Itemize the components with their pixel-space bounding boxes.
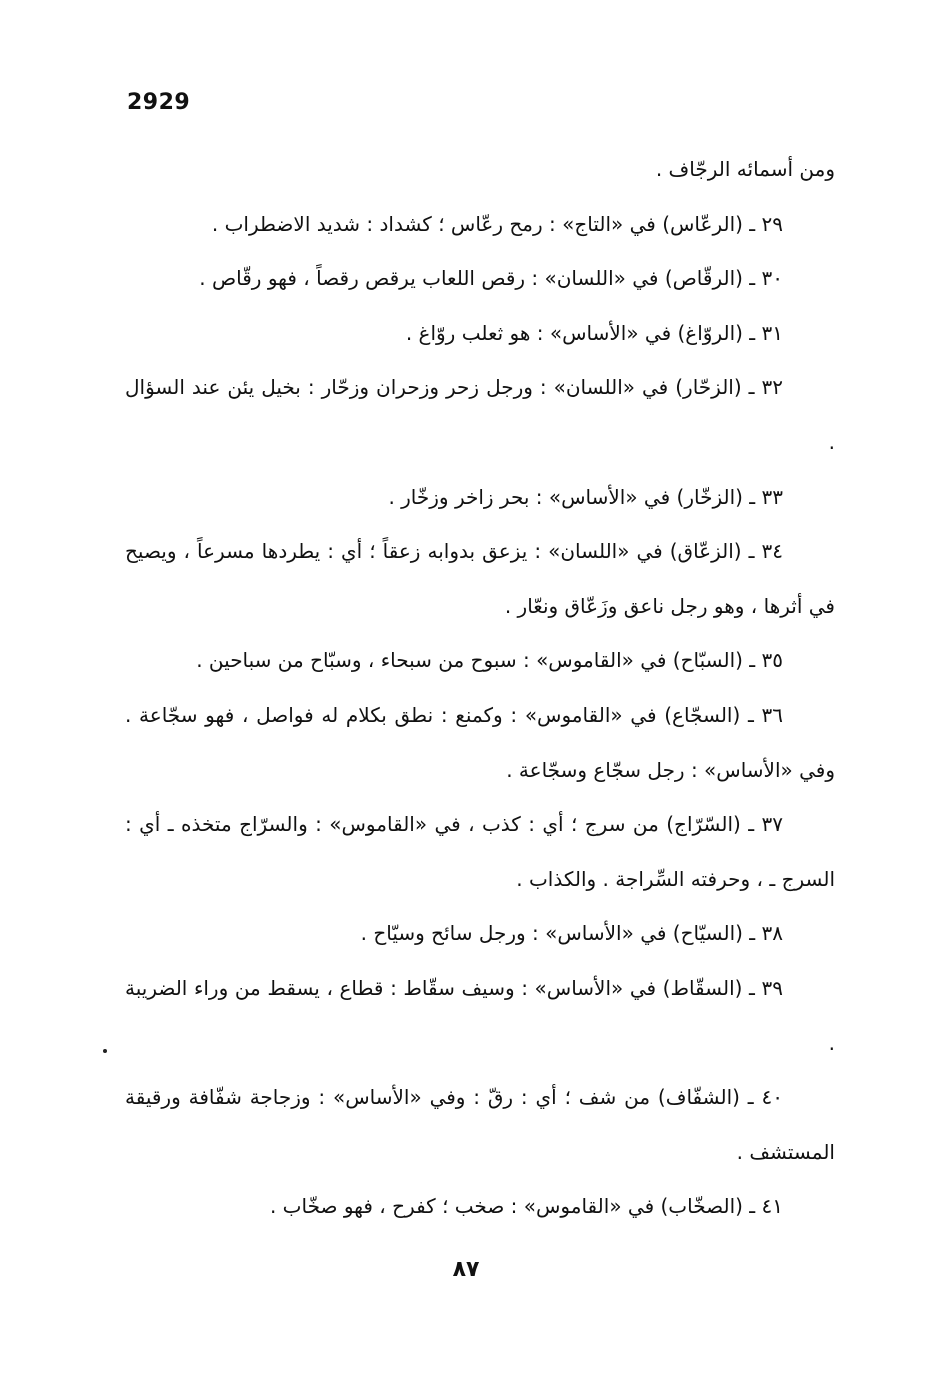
dictionary-entry: ٤٠ ـ (الشفّاف) من شف ؛ أي : رقّ : وفي «الأساس» : وزجاجة شفّافة ورقيقة المستشف .	[125, 1085, 835, 1164]
dictionary-entry: ٣٥ ـ (السبّاح) في «القاموس» : سبوح من سبحاء ، وسبّاح من سباحين .	[196, 648, 783, 673]
dictionary-entry: ٣١ ـ (الروّاغ) في «الأساس» : هو ثعلب روّاغ .	[405, 320, 783, 345]
body-text	[125, 142, 835, 1234]
page-number: ٨٧	[452, 1257, 480, 1282]
dictionary-entry: ٣٦ ـ (السجّاع) في «القاموس» : وكمنع : نطق بكلام له فواصل ، فهو سجّاعة . وفي «الأساس» : رجل سجّاع وسجّاعة .	[125, 702, 835, 782]
dictionary-entry: ٣٨ ـ (السيّاح) في «الأساس» : ورجل سائح وسيّاح .	[360, 921, 783, 946]
dictionary-entry: ٣٣ ـ (الزخّار) في «الأساس» : بحر زاخر وزخّار .	[388, 484, 783, 509]
paragraph: ومن أسمائه الرجّاف .	[655, 157, 835, 181]
dictionary-entry: ٣٢ ـ (الزحّار) في «اللسان» : ورجل زحر وزحران وزحّار : بخيل يئن عند السؤال .	[125, 375, 835, 454]
dictionary-entry: ٢٩ ـ (الرعّاس) في «التاج» : رمح رعّاس ؛ كشداد : شديد الاضطراب .	[211, 211, 783, 236]
dictionary-entry: ٣٩ ـ (السقّاط) في «الأساس» : وسيف سقّاط : قطاع ، يسقط من وراء الضريبة .	[125, 975, 835, 1055]
dictionary-entry: ٣٤ ـ (الزعّاق) في «اللسان» : يزعق بدوابه زعقاً ؛ أي : يطردها مسرعاً ، ويصيح في أثرها ، وهو رجل ناعق وزَعّاق ونعّار .	[125, 539, 835, 618]
dictionary-entry: ٣٧ ـ (السّرّاج) من سرج ؛ أي : كذب ، في «القاموس» : والسرّاج متخذه ـ أي : السرج ـ ، وحرفته السِّراجة . والكذاب .	[125, 812, 835, 891]
dictionary-entry: ٣٠ ـ (الرقّاص) في «اللسان» : رقص اللعاب يرقص رقصاً ، فهو رقّاص .	[199, 266, 783, 291]
dictionary-entry: ٤١ ـ (الصخّاب) في «القاموس» : صخب ؛ كفرح ، فهو صخّاب .	[269, 1194, 783, 1219]
stray-mark	[103, 1049, 107, 1053]
page-id: 2929	[127, 90, 191, 115]
